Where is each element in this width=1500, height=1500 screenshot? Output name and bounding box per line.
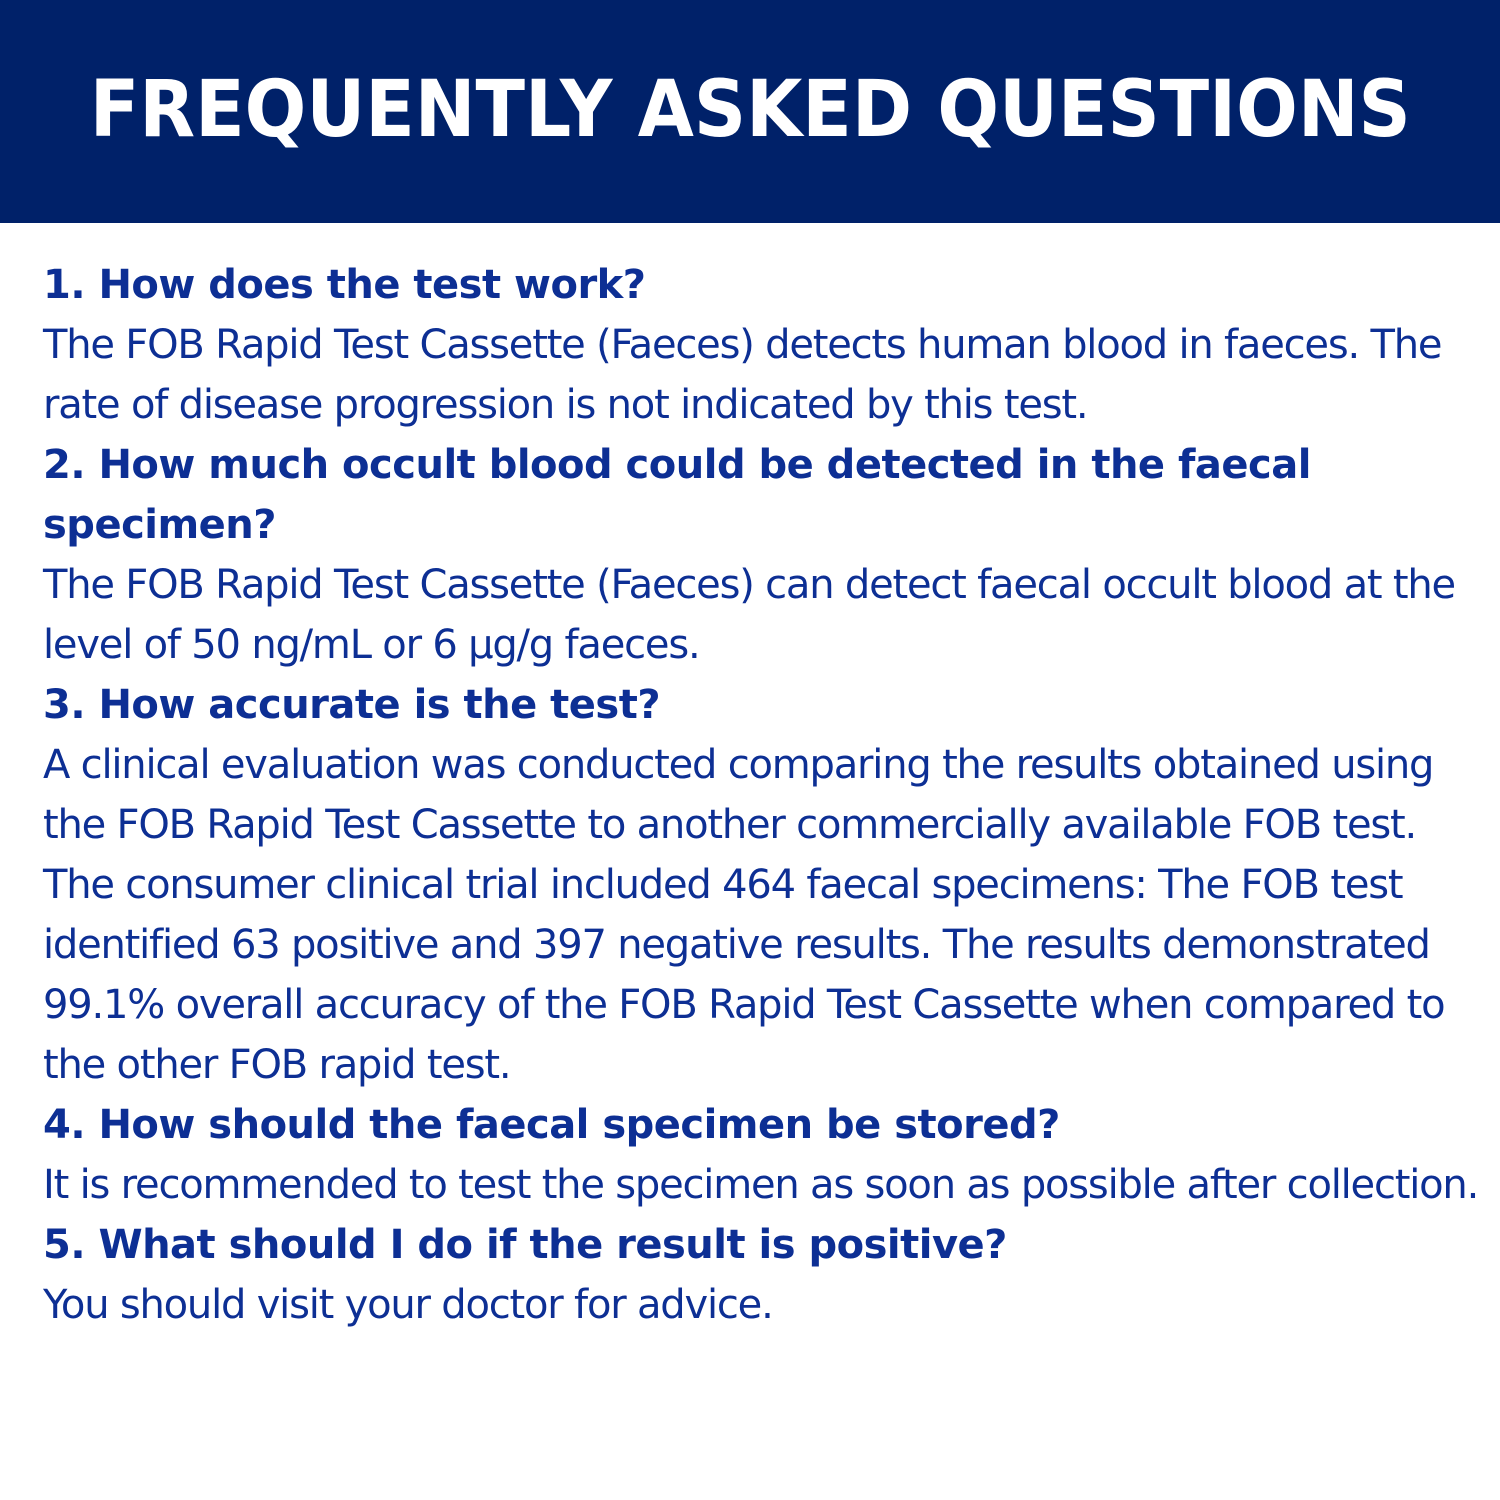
faq-answer: The FOB Rapid Test Cassette (Faeces) can detect faecal occult blood at the level of 50 ng/mL or 6 µg/g faeces. — [43, 562, 1455, 668]
faq-answer: A clinical evaluation was conducted comparing the results obtained using the FOB Rapid Test Cassette to another commercially available FOB test. The consumer clinical trial included 464 faecal specimens: The FOB test identified 63 positive and 397 negative results. The results demonstrated 99.1% overall accuracy of the FOB Rapid Test Cassette when compared to the other FOB rapid test. — [43, 742, 1445, 1088]
faq-question: 5. What should I do if the result is positive? — [43, 1222, 1007, 1268]
faq-item-2 — [43, 435, 1483, 675]
faq-item-5 — [43, 1215, 1483, 1335]
faq-question: 2. How much occult blood could be detected in the faecal specimen? — [43, 442, 1311, 548]
faq-answer: The FOB Rapid Test Cassette (Faeces) detects human blood in faeces. The rate of disease progression is not indicated by this test. — [43, 322, 1442, 428]
header-banner — [0, 0, 1500, 223]
faq-question: 3. How accurate is the test? — [43, 682, 661, 728]
faq-question: 4. How should the faecal specimen be stored? — [43, 1102, 1060, 1148]
faq-list — [43, 255, 1483, 1335]
faq-question: 1. How does the test work? — [43, 262, 646, 308]
page-title: FREQUENTLY ASKED QUESTIONS — [89, 64, 1411, 155]
faq-answer: It is recommended to test the specimen as soon as possible after collection. — [43, 1162, 1479, 1208]
faq-item-1 — [43, 255, 1483, 435]
faq-item-3 — [43, 675, 1483, 1095]
faq-answer: You should visit your doctor for advice. — [43, 1282, 773, 1328]
faq-item-4 — [43, 1095, 1483, 1215]
